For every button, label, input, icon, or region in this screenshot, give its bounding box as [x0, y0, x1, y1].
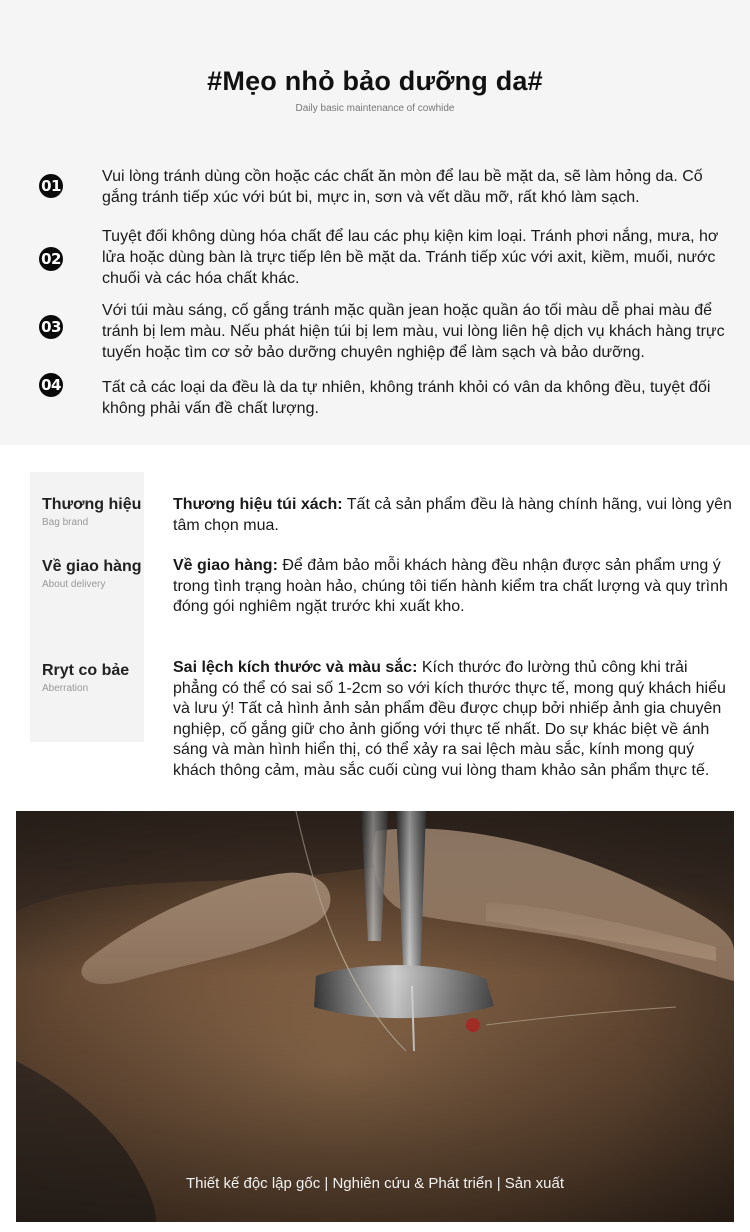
tip-text: Tuyệt đối không dùng hóa chất để lau các phụ kiện kim loại. Tránh phơi nắng, mưa, hơ lửa hoặc dùng bàn là trực tiếp lên bề mặt da. Tránh tiếp xúc với axit, kiềm, muối, nước chuối và các hóa chất khác. — [102, 228, 719, 287]
info-sidebar — [30, 472, 144, 742]
vignette — [16, 811, 734, 1222]
info-body: Kích thước đo lường thủ công khi trải phẳng có thể có sai số 1-2cm so với kích thước thực tế, mong quý khách hiểu và lưu ý! Tất cả hình ảnh sản phẩm đều được chụp bởi nhiếp ảnh gia chuyên nghiệp, cố gắng giữ cho ảnh giống với thực tế nhất. Do sự khác biệt về ánh sáng và màn hình hiển thị, có thể xảy ra sai lệch màu sắc, kính mong quý khách thông cảm, màu sắc cuối cùng vui lòng tham khảo sản phẩm thực tế. — [173, 659, 726, 779]
care-tips-title: #Mẹo nhỏ bảo dưỡng da# — [207, 66, 543, 96]
care-tips-subtitle: Daily basic maintenance of cowhide — [295, 103, 455, 114]
tip-text: Tất cả các loại da đều là da tự nhiên, không tránh khỏi có vân da không đều, tuyệt đối không phải vấn đề chất lượng. — [102, 379, 711, 417]
info-heading: Về giao hàng: — [173, 557, 278, 574]
sidebar-label-title: Về giao hàng — [42, 558, 142, 575]
sidebar-label-delivery — [42, 558, 162, 590]
tip-text: Với túi màu sáng, cố gắng tránh mặc quần jean hoặc quần áo tối màu dễ phai màu để tránh bị lem màu. Nếu phát hiện túi bị lem màu, vui lòng liên hệ dịch vụ khách hàng trực tuyến hoặc tìm cơ sở bảo dưỡng chuyên nghiệp để làm sạch và bảo dưỡng. — [102, 302, 725, 361]
sewing-machine-photo — [16, 811, 734, 1222]
info-body: Tất cả sản phẩm đều là hàng chính hãng, vui lòng yên tâm chọn mua. — [173, 496, 732, 534]
tip-number-badge: 02 — [39, 247, 63, 271]
info-delivery-text — [173, 556, 733, 618]
sidebar-label-subtitle: Bag brand — [42, 517, 89, 528]
photo-caption: Thiết kế độc lập gốc | Nghiên cứu & Phát triển | Sản xuất — [185, 1175, 565, 1192]
sidebar-label-aberration — [42, 662, 162, 694]
tip-number-badge: 04 — [39, 373, 63, 397]
info-aberration-text — [173, 658, 733, 781]
info-heading: Thương hiệu túi xách: — [173, 496, 343, 513]
sidebar-label-title: Rryt co bảe — [42, 662, 130, 679]
care-tips-section — [0, 0, 750, 445]
sidebar-label-title: Thương hiệu — [42, 496, 142, 513]
tip-text: Vui lòng tránh dùng cồn hoặc các chất ăn mòn để lau bề mặt da, sẽ làm hỏng da. Cố gắng tránh tiếp xúc với bút bi, mực in, sơn và vết dầu mỡ, rất khó làm sạch. — [102, 168, 703, 206]
sidebar-label-subtitle: About delivery — [42, 579, 106, 590]
sidebar-label-subtitle: Aberration — [42, 683, 89, 694]
info-body: Để đảm bảo mỗi khách hàng đều nhận được sản phẩm ưng ý trong tình trạng hoàn hảo, chúng tôi tiến hành kiểm tra chất lượng và quy trình đóng gói nghiêm ngặt trước khi xuất kho. — [173, 557, 728, 615]
tip-number-badge: 03 — [39, 315, 63, 339]
sidebar-label-brand — [42, 496, 162, 528]
sewing-leather-illustration — [16, 811, 734, 1222]
tip-number-badge: 01 — [39, 174, 63, 198]
info-brand-text — [173, 495, 733, 536]
info-heading: Sai lệch kích thước và màu sắc: — [173, 659, 418, 676]
